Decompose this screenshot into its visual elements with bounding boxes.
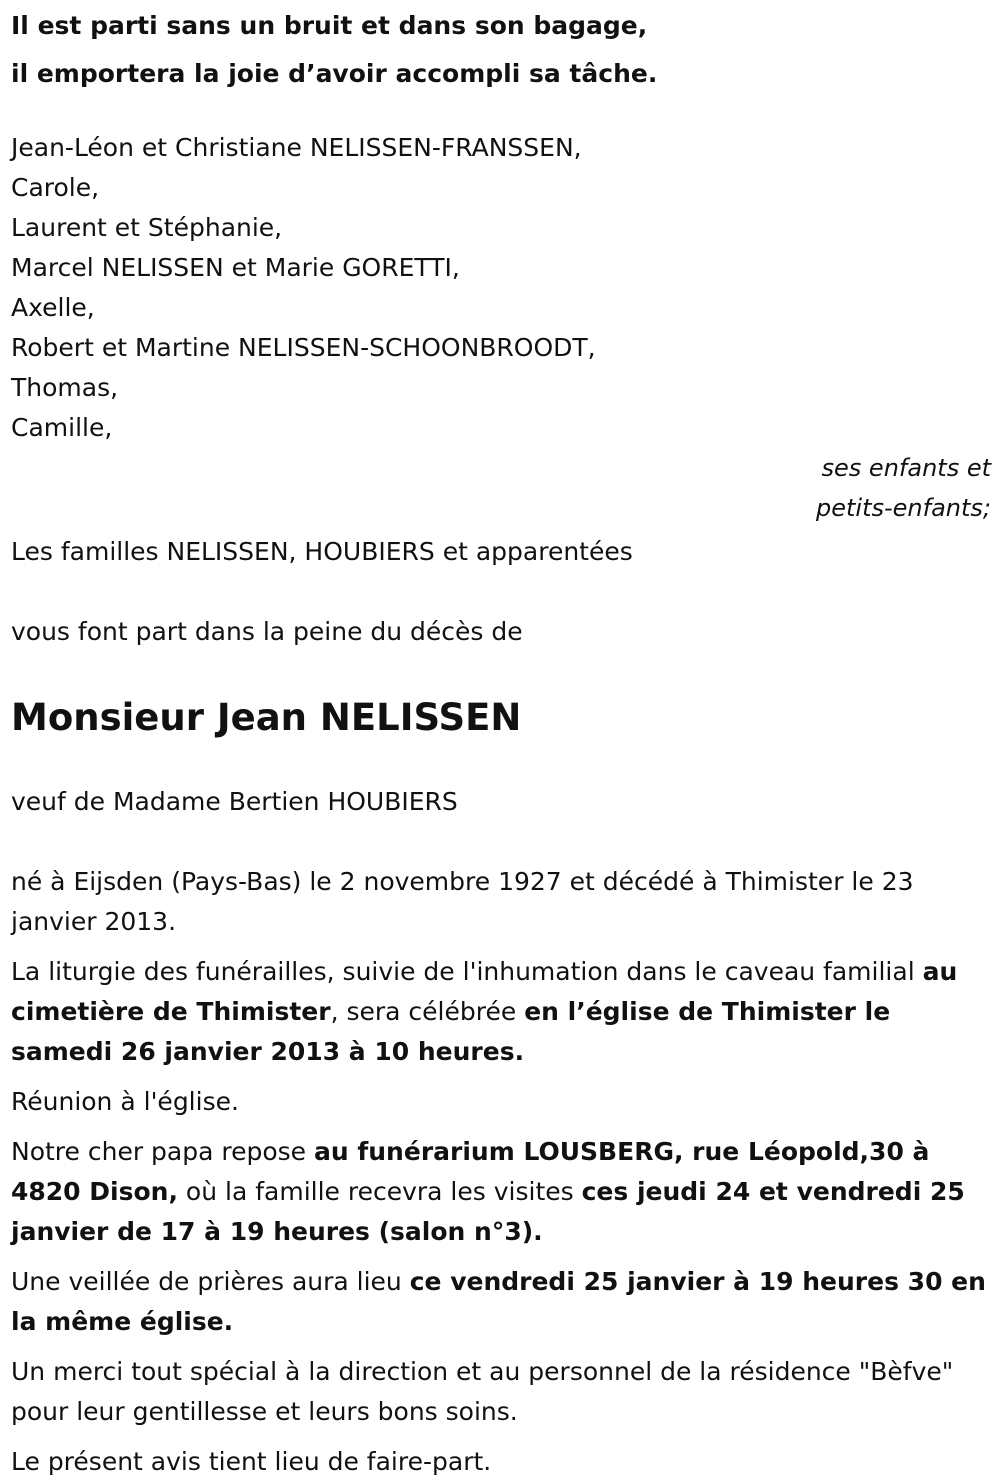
- relation-line-1: ses enfants et: [821, 454, 991, 482]
- family-line: Jean-Léon et Christiane NELISSEN-FRANSSEN,: [11, 133, 582, 162]
- vigil-time-place: ce vendredi 25 janvier à 19 heures 30 en la même église.: [11, 1267, 986, 1336]
- announcement: vous font part dans la peine du décès de: [11, 617, 523, 646]
- repose-visit-times: ces jeudi 24 et vendredi 25 janvier de 17 à 19 heures (salon n°3).: [11, 1177, 965, 1246]
- verse-line-2: il emportera la joie d’avoir accompli sa tâche.: [11, 59, 658, 88]
- extended-families: Les familles NELISSEN, HOUBIERS et apparentées: [11, 537, 633, 566]
- liturgy-cemetery: au cimetière de Thimister: [11, 957, 958, 1026]
- thanks-paragraph: Un merci tout spécial à la direction et au personnel de la résidence "Bèfve" pour leur gentillesse et leurs bons soins.: [11, 1357, 954, 1426]
- family-line: Thomas,: [11, 373, 119, 402]
- repose-paragraph: [11, 1132, 989, 1252]
- liturgy-church-date: en l’église de Thimister le samedi 26 janvier 2013 à 10 heures.: [11, 997, 891, 1066]
- family-line: Carole,: [11, 173, 100, 202]
- relation-line-2: petits-enfants;: [816, 494, 991, 522]
- family-list: [11, 128, 989, 448]
- relation-note: [11, 448, 989, 528]
- vigil-paragraph: [11, 1262, 989, 1342]
- family-line: Robert et Martine NELISSEN-SCHOONBROODT,: [11, 333, 596, 362]
- family-line: Laurent et Stéphanie,: [11, 213, 283, 242]
- widow-of: veuf de Madame Bertien HOUBIERS: [11, 787, 458, 816]
- liturgy-text-2: , sera célébrée: [330, 997, 525, 1026]
- deceased-name: Monsieur Jean NELISSEN: [11, 696, 522, 739]
- repose-text-1: Notre cher papa repose: [11, 1137, 315, 1166]
- family-line: Marcel NELISSEN et Marie GORETTI,: [11, 253, 460, 282]
- repose-text-2: où la famille recevra les visites: [177, 1177, 582, 1206]
- liturgy-paragraph: [11, 952, 989, 1072]
- obituary-notice: [11, 0, 989, 1482]
- liturgy-text-1: La liturgie des funérailles, suivie de l'inhumation dans le caveau familial: [11, 957, 923, 986]
- family-line: Camille,: [11, 413, 113, 442]
- closing-paragraph: Le présent avis tient lieu de faire-part.: [11, 1447, 492, 1476]
- vigil-text-1: Une veillée de prières aura lieu: [11, 1267, 410, 1296]
- family-line: Axelle,: [11, 293, 95, 322]
- birth-death-paragraph: né à Eijsden (Pays-Bas) le 2 novembre 1927 et décédé à Thimister le 23 janvier 2013.: [11, 867, 914, 936]
- verse-line-1: Il est parti sans un bruit et dans son bagage,: [11, 11, 648, 40]
- meeting-paragraph: Réunion à l'église.: [11, 1087, 239, 1116]
- repose-funeral-home: au funérarium LOUSBERG, rue Léopold,30 à 4820 Dison,: [11, 1137, 930, 1206]
